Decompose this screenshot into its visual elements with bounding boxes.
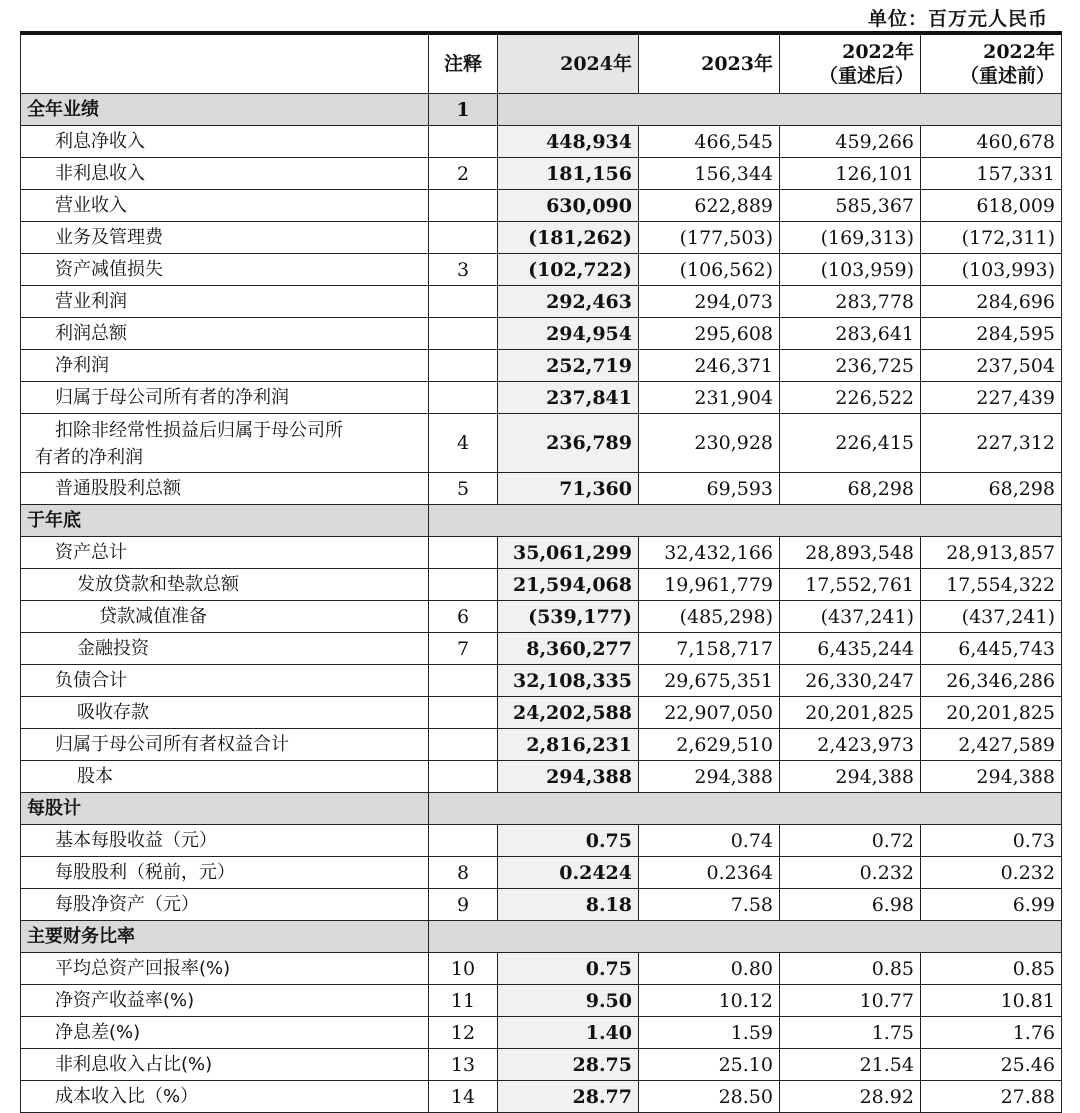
table-row bbox=[21, 761, 1062, 793]
value-2024: 32,108,335 bbox=[498, 665, 639, 697]
table-row bbox=[21, 537, 1062, 569]
header-2022-restated-year: 2022年 bbox=[842, 41, 914, 63]
header-row bbox=[21, 33, 1062, 94]
row-label: 发放贷款和垫款总额 bbox=[21, 569, 429, 601]
section-title: 每股计 bbox=[21, 793, 429, 825]
value-2022-restated: 226,522 bbox=[780, 382, 921, 414]
table-row bbox=[21, 729, 1062, 761]
row-note bbox=[429, 537, 498, 569]
row-label: 营业利润 bbox=[21, 286, 429, 318]
value-2022-original: 20,201,825 bbox=[921, 697, 1062, 729]
row-note bbox=[429, 350, 498, 382]
row-note bbox=[429, 729, 498, 761]
value-2022-restated: 226,415 bbox=[780, 414, 921, 473]
row-label: 普通股股利总额 bbox=[21, 473, 429, 505]
row-note bbox=[429, 825, 498, 857]
row-note: 8 bbox=[429, 857, 498, 889]
header-2024: 2024年 bbox=[498, 33, 639, 94]
row-label: 业务及管理费 bbox=[21, 222, 429, 254]
value-2024: 181,156 bbox=[498, 158, 639, 190]
row-label: 资产总计 bbox=[21, 537, 429, 569]
value-2022-original: (437,241) bbox=[921, 601, 1062, 633]
row-note bbox=[429, 761, 498, 793]
value-2022-original: 6,445,743 bbox=[921, 633, 1062, 665]
table-row bbox=[21, 254, 1062, 286]
value-2023: 156,344 bbox=[639, 158, 780, 190]
value-2023: (106,562) bbox=[639, 254, 780, 286]
row-label-line1: 扣除非经常性损益后归属于母公司所 bbox=[55, 420, 343, 441]
table-row bbox=[21, 158, 1062, 190]
row-label: 成本收入比（%） bbox=[21, 1081, 429, 1113]
value-2024: (539,177) bbox=[498, 601, 639, 633]
section-row-per_share bbox=[21, 793, 1062, 825]
row-note bbox=[429, 126, 498, 158]
value-2022-restated: 28.92 bbox=[780, 1081, 921, 1113]
value-2024: 21,594,068 bbox=[498, 569, 639, 601]
table-row bbox=[21, 1081, 1062, 1113]
row-note: 4 bbox=[429, 414, 498, 473]
table-row bbox=[21, 857, 1062, 889]
section-row-ratios bbox=[21, 921, 1062, 953]
value-2022-original: 68,298 bbox=[921, 473, 1062, 505]
row-label: 金融投资 bbox=[21, 633, 429, 665]
value-2022-original: 0.73 bbox=[921, 825, 1062, 857]
value-2022-restated: 294,388 bbox=[780, 761, 921, 793]
value-2023: 295,608 bbox=[639, 318, 780, 350]
value-2024: 35,061,299 bbox=[498, 537, 639, 569]
value-2022-restated: 585,367 bbox=[780, 190, 921, 222]
header-2022-restated bbox=[780, 33, 921, 94]
value-2022-restated: 0.72 bbox=[780, 825, 921, 857]
row-label: 归属于母公司所有者的净利润 bbox=[21, 382, 429, 414]
value-2023: 231,904 bbox=[639, 382, 780, 414]
financial-summary-table bbox=[20, 31, 1062, 1113]
value-2024: 448,934 bbox=[498, 126, 639, 158]
table-row bbox=[21, 985, 1062, 1017]
value-2024: (181,262) bbox=[498, 222, 639, 254]
table-row bbox=[21, 1049, 1062, 1081]
table-row bbox=[21, 318, 1062, 350]
value-2023: 29,675,351 bbox=[639, 665, 780, 697]
header-blank bbox=[21, 33, 429, 94]
value-2022-restated: 10.77 bbox=[780, 985, 921, 1017]
row-label: 吸收存款 bbox=[21, 697, 429, 729]
value-2024: 28.77 bbox=[498, 1081, 639, 1113]
row-label: 贷款减值准备 bbox=[21, 601, 429, 633]
table-row bbox=[21, 382, 1062, 414]
row-label: 营业收入 bbox=[21, 190, 429, 222]
value-2022-restated: 283,641 bbox=[780, 318, 921, 350]
value-2022-restated: 236,725 bbox=[780, 350, 921, 382]
table-row bbox=[21, 473, 1062, 505]
value-2022-restated: 26,330,247 bbox=[780, 665, 921, 697]
unit-label: 单位：百万元人民币 bbox=[867, 8, 1048, 30]
value-2023: (485,298) bbox=[639, 601, 780, 633]
section-title: 全年业绩 bbox=[21, 94, 429, 126]
value-2022-original: (103,993) bbox=[921, 254, 1062, 286]
value-2023: 69,593 bbox=[639, 473, 780, 505]
row-label: 每股净资产（元） bbox=[21, 889, 429, 921]
value-2024: 1.40 bbox=[498, 1017, 639, 1049]
value-2023: 622,889 bbox=[639, 190, 780, 222]
table-row bbox=[21, 222, 1062, 254]
row-label: 利润总额 bbox=[21, 318, 429, 350]
row-label: 资产减值损失 bbox=[21, 254, 429, 286]
value-2022-original: 27.88 bbox=[921, 1081, 1062, 1113]
value-2024: 237,841 bbox=[498, 382, 639, 414]
row-note: 5 bbox=[429, 473, 498, 505]
value-2022-restated: 459,266 bbox=[780, 126, 921, 158]
value-2024: 294,388 bbox=[498, 761, 639, 793]
header-2022-original-year: 2022年 bbox=[983, 41, 1055, 63]
value-2022-original: 26,346,286 bbox=[921, 665, 1062, 697]
table-row bbox=[21, 601, 1062, 633]
row-label bbox=[21, 414, 429, 473]
row-note: 10 bbox=[429, 953, 498, 985]
row-note: 14 bbox=[429, 1081, 498, 1113]
section-fill bbox=[429, 793, 1062, 825]
value-2023: 246,371 bbox=[639, 350, 780, 382]
value-2022-original: 227,312 bbox=[921, 414, 1062, 473]
row-label: 负债合计 bbox=[21, 665, 429, 697]
value-2024: 0.2424 bbox=[498, 857, 639, 889]
section-note: 1 bbox=[429, 94, 498, 126]
row-note bbox=[429, 382, 498, 414]
value-2024: 28.75 bbox=[498, 1049, 639, 1081]
value-2022-restated: (169,313) bbox=[780, 222, 921, 254]
value-2023: 28.50 bbox=[639, 1081, 780, 1113]
row-label: 非利息收入 bbox=[21, 158, 429, 190]
value-2023: 0.80 bbox=[639, 953, 780, 985]
row-label: 净息差(%) bbox=[21, 1017, 429, 1049]
value-2022-original: 460,678 bbox=[921, 126, 1062, 158]
header-2022-original bbox=[921, 33, 1062, 94]
value-2023: 7,158,717 bbox=[639, 633, 780, 665]
table-row bbox=[21, 414, 1062, 473]
value-2022-restated: 17,552,761 bbox=[780, 569, 921, 601]
value-2023: 230,928 bbox=[639, 414, 780, 473]
row-label: 净资产收益率(%) bbox=[21, 985, 429, 1017]
row-note bbox=[429, 190, 498, 222]
value-2022-original: 284,595 bbox=[921, 318, 1062, 350]
row-label-line2: 有者的净利润 bbox=[35, 447, 143, 468]
value-2023: 32,432,166 bbox=[639, 537, 780, 569]
header-2023: 2023年 bbox=[639, 33, 780, 94]
table-row bbox=[21, 286, 1062, 318]
value-2023: 294,388 bbox=[639, 761, 780, 793]
value-2022-restated: 283,778 bbox=[780, 286, 921, 318]
value-2022-original: 6.99 bbox=[921, 889, 1062, 921]
value-2023: 0.74 bbox=[639, 825, 780, 857]
value-2022-restated: (437,241) bbox=[780, 601, 921, 633]
value-2024: 236,789 bbox=[498, 414, 639, 473]
value-2024: 252,719 bbox=[498, 350, 639, 382]
row-note: 3 bbox=[429, 254, 498, 286]
value-2022-restated: 0.85 bbox=[780, 953, 921, 985]
table-row bbox=[21, 697, 1062, 729]
value-2022-original: 618,009 bbox=[921, 190, 1062, 222]
value-2022-original: 284,696 bbox=[921, 286, 1062, 318]
value-2022-restated: 68,298 bbox=[780, 473, 921, 505]
value-2022-original: (172,311) bbox=[921, 222, 1062, 254]
row-note: 13 bbox=[429, 1049, 498, 1081]
row-label: 基本每股收益（元） bbox=[21, 825, 429, 857]
table-row bbox=[21, 889, 1062, 921]
value-2024: 630,090 bbox=[498, 190, 639, 222]
value-2022-original: 28,913,857 bbox=[921, 537, 1062, 569]
value-2023: 19,961,779 bbox=[639, 569, 780, 601]
row-note bbox=[429, 318, 498, 350]
value-2024: 8.18 bbox=[498, 889, 639, 921]
row-note: 6 bbox=[429, 601, 498, 633]
value-2022-restated: 1.75 bbox=[780, 1017, 921, 1049]
value-2022-original: 157,331 bbox=[921, 158, 1062, 190]
table-row bbox=[21, 953, 1062, 985]
section-title: 主要财务比率 bbox=[21, 921, 429, 953]
table-row bbox=[21, 665, 1062, 697]
value-2024: 2,816,231 bbox=[498, 729, 639, 761]
row-note: 7 bbox=[429, 633, 498, 665]
value-2024: 0.75 bbox=[498, 953, 639, 985]
row-note bbox=[429, 222, 498, 254]
value-2024: 8,360,277 bbox=[498, 633, 639, 665]
value-2022-original: 0.85 bbox=[921, 953, 1062, 985]
row-note bbox=[429, 569, 498, 601]
section-row-full_year bbox=[21, 94, 1062, 126]
header-2022-restated-tag: （重述后） bbox=[818, 65, 914, 87]
value-2023: 0.2364 bbox=[639, 857, 780, 889]
value-2023: 1.59 bbox=[639, 1017, 780, 1049]
value-2022-original: 1.76 bbox=[921, 1017, 1062, 1049]
value-2022-restated: 28,893,548 bbox=[780, 537, 921, 569]
row-label: 平均总资产回报率(%) bbox=[21, 953, 429, 985]
table-row bbox=[21, 1017, 1062, 1049]
row-note: 11 bbox=[429, 985, 498, 1017]
value-2023: 294,073 bbox=[639, 286, 780, 318]
row-label: 净利润 bbox=[21, 350, 429, 382]
value-2022-restated: 126,101 bbox=[780, 158, 921, 190]
value-2023: 7.58 bbox=[639, 889, 780, 921]
value-2023: 466,545 bbox=[639, 126, 780, 158]
row-note bbox=[429, 697, 498, 729]
value-2022-original: 2,427,589 bbox=[921, 729, 1062, 761]
row-label: 非利息收入占比(%) bbox=[21, 1049, 429, 1081]
table-row bbox=[21, 825, 1062, 857]
section-fill bbox=[498, 94, 1062, 126]
value-2022-restated: 6,435,244 bbox=[780, 633, 921, 665]
value-2022-original: 10.81 bbox=[921, 985, 1062, 1017]
section-title: 于年底 bbox=[21, 505, 429, 537]
table-row bbox=[21, 350, 1062, 382]
row-note: 12 bbox=[429, 1017, 498, 1049]
value-2022-restated: (103,959) bbox=[780, 254, 921, 286]
value-2024: (102,722) bbox=[498, 254, 639, 286]
section-fill bbox=[429, 505, 1062, 537]
value-2023: 2,629,510 bbox=[639, 729, 780, 761]
row-label: 每股股利（税前，元） bbox=[21, 857, 429, 889]
header-2022-original-tag: （重述前） bbox=[959, 65, 1055, 87]
value-2022-original: 0.232 bbox=[921, 857, 1062, 889]
row-label: 利息净收入 bbox=[21, 126, 429, 158]
table-row bbox=[21, 569, 1062, 601]
value-2022-restated: 20,201,825 bbox=[780, 697, 921, 729]
value-2024: 9.50 bbox=[498, 985, 639, 1017]
row-label: 归属于母公司所有者权益合计 bbox=[21, 729, 429, 761]
value-2022-restated: 2,423,973 bbox=[780, 729, 921, 761]
section-fill bbox=[429, 921, 1062, 953]
value-2022-restated: 21.54 bbox=[780, 1049, 921, 1081]
row-note bbox=[429, 665, 498, 697]
value-2023: (177,503) bbox=[639, 222, 780, 254]
value-2024: 292,463 bbox=[498, 286, 639, 318]
row-note: 9 bbox=[429, 889, 498, 921]
value-2023: 22,907,050 bbox=[639, 697, 780, 729]
table-row bbox=[21, 126, 1062, 158]
table-row bbox=[21, 190, 1062, 222]
value-2024: 71,360 bbox=[498, 473, 639, 505]
header-note: 注释 bbox=[429, 33, 498, 94]
value-2022-original: 237,504 bbox=[921, 350, 1062, 382]
row-note bbox=[429, 286, 498, 318]
value-2022-original: 17,554,322 bbox=[921, 569, 1062, 601]
value-2022-original: 294,388 bbox=[921, 761, 1062, 793]
value-2022-restated: 6.98 bbox=[780, 889, 921, 921]
value-2022-restated: 0.232 bbox=[780, 857, 921, 889]
value-2023: 10.12 bbox=[639, 985, 780, 1017]
section-row-year_end bbox=[21, 505, 1062, 537]
table-row bbox=[21, 633, 1062, 665]
value-2022-original: 25.46 bbox=[921, 1049, 1062, 1081]
value-2023: 25.10 bbox=[639, 1049, 780, 1081]
value-2024: 24,202,588 bbox=[498, 697, 639, 729]
value-2022-original: 227,439 bbox=[921, 382, 1062, 414]
value-2024: 0.75 bbox=[498, 825, 639, 857]
value-2024: 294,954 bbox=[498, 318, 639, 350]
row-note: 2 bbox=[429, 158, 498, 190]
row-label: 股本 bbox=[21, 761, 429, 793]
